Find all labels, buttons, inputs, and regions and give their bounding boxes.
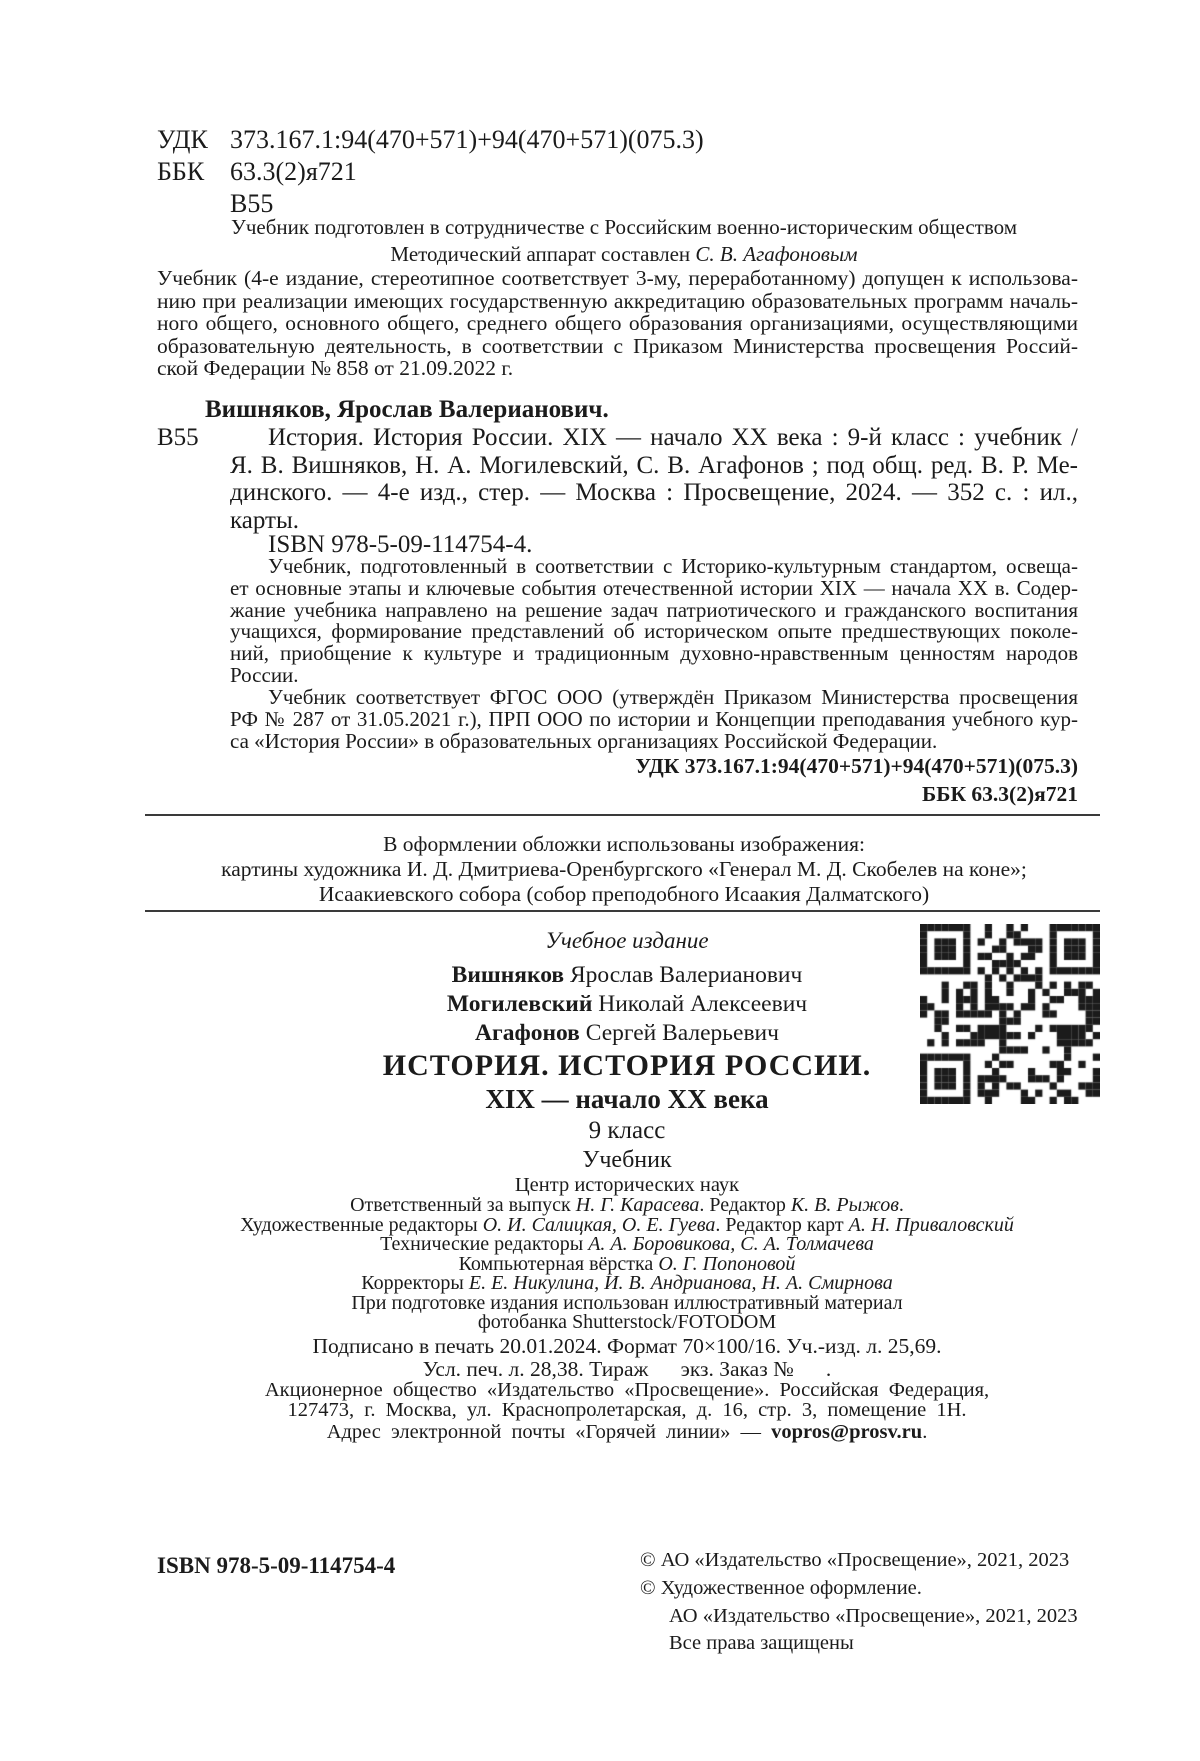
- text-line: В оформлении обложки использованы изображения:: [383, 832, 865, 856]
- credit-line: Компьютерная вёрстка О. Г. Попоновой: [458, 1252, 796, 1275]
- divider: [145, 814, 1100, 816]
- hotline-email-line: Адрес электронной почты «Горячей линии» — vopros@prosv.ru.: [326, 1420, 928, 1443]
- udk-line: [157, 124, 704, 156]
- edition-authors: [157, 961, 1097, 1048]
- text-line: РФ № 287 от 31.05.2021 г.), ПРП ООО по истории и Концепции преподавания учебного кур-: [230, 706, 1078, 731]
- illustration-note: [157, 1291, 1097, 1334]
- text-line: нию при реализации имеющих государственную аккредитацию образовательных программ началь-: [157, 288, 1078, 313]
- cover-images-note: [148, 832, 1100, 907]
- text-line: Усл. печ. л. 28,38. Тираж экз. Заказ № .: [422, 1356, 832, 1381]
- annotation-paragraph: [230, 556, 1078, 687]
- text-line: Подписано в печать 20.01.2024. Формат 70×100/16. Уч.-изд. л. 25,69.: [312, 1334, 942, 1359]
- credit-line: Художественные редакторы О. И. Салицкая, О. Е. Гуева. Редактор карт А. Н. Приваловский: [240, 1213, 1014, 1236]
- text-line: Я. В. Вишняков, Н. А. Могилевский, С. В. Агафонов ; под общ. ред. В. Р. Ме-: [230, 451, 1078, 479]
- edition-block: [157, 928, 1097, 1443]
- bbk-value: 63.3(2)я721: [230, 157, 357, 186]
- copyright-line: Все права защищены: [669, 1632, 854, 1655]
- isbn-footer: ISBN 978-5-09-114754-4: [157, 1553, 396, 1578]
- text-line: ет основные этапы и ключевые события отечественной истории XIX — начала XX в. Содер-: [230, 575, 1078, 600]
- book-title-line2: XIX — начало XX века: [485, 1084, 769, 1114]
- credit-line: Ответственный за выпуск Н. Г. Карасева. Редактор К. В. Рыжов.: [350, 1194, 904, 1216]
- copyright-line: АО «Издательство «Просвещение», 2021, 2023: [669, 1604, 1078, 1627]
- author-sign: В55: [230, 189, 274, 218]
- credit-line: Корректоры Е. Е. Никулина, И. В. Андрианова, Н. А. Смирнова: [361, 1272, 893, 1294]
- text-line: картины художника И. Д. Дмитриева-Оренбургского «Генерал М. Д. Скобелев на коне»;: [221, 857, 1027, 881]
- udk-value: 373.167.1:94(470+571)+94(470+571)(075.3): [230, 125, 704, 154]
- text-line: Исаакиевского собора (собор преподобного Исаакия Далматского): [318, 882, 930, 906]
- copyright-line: © АО «Издательство «Просвещение», 2021, 2023: [640, 1549, 1070, 1571]
- text-line: динского. — 4-е изд., стер. — Москва : Просвещение, 2024. — 352 с. : ил.,: [230, 479, 1078, 506]
- copyright-line: © Художественное оформление.: [640, 1576, 922, 1599]
- methodical-note: Методический аппарат составлен С. В. Агафоновым: [390, 242, 858, 266]
- isbn-catalog: ISBN 978-5-09-114754-4.: [268, 531, 533, 558]
- author-line: Вишняков Ярослав Валерианович: [451, 962, 803, 988]
- staff-credits: [157, 1196, 1097, 1294]
- text-line: ской Федерации № 858 от 21.09.2022 г.: [157, 356, 514, 381]
- book-kind: Учебник: [582, 1147, 672, 1173]
- text-line: Учебник (4-е издание, стереотипное соответствует 3-му, переработанному) допущен к использова-: [157, 266, 1078, 290]
- publisher-address: [157, 1380, 1097, 1420]
- udk-bold-line: УДК 373.167.1:94(470+571)+94(470+571)(075.3): [635, 754, 1078, 778]
- text-line: Акционерное общество «Издательство «Просвещение». Российская Федерация,: [264, 1379, 990, 1402]
- bibliographic-codes-bold: [157, 752, 1078, 808]
- text-line: ного общего, основного общего, среднего общего образования организациями, осуществляющими: [157, 311, 1078, 336]
- text-line: ний, приобщение к культуре и традиционным духовно-нравственным ценностям народов: [230, 641, 1078, 666]
- text-line: карты.: [230, 506, 300, 534]
- credit-line: Технические редакторы А. А. Боровикова, С. А. Толмачева: [380, 1233, 874, 1255]
- catalog-author-header: Вишняков, Ярослав Валерианович.: [205, 396, 609, 423]
- bbk-label: ББК: [157, 157, 205, 186]
- copyright-block: [640, 1547, 1078, 1658]
- bbk-bold-line: ББК 63.3(2)я721: [922, 782, 1078, 806]
- text-line: [157, 424, 1078, 452]
- divider: [145, 910, 1100, 912]
- print-info: [157, 1335, 1097, 1380]
- author-line: Агафонов Сергей Валерьевич: [475, 1020, 779, 1046]
- grade-label: 9 класс: [588, 1117, 666, 1144]
- text-line: При подготовке издания использован иллюстративный материал: [351, 1291, 903, 1314]
- author-line: Могилевский Николай Алексеевич: [446, 991, 808, 1017]
- text-line: учащихся, формирование представлений об историческом опыте предшествующих поколе-: [230, 619, 1078, 644]
- text-line: Учебник соответствует ФГОС ООО (утверждён Приказом Министерства просвещения: [268, 685, 1078, 709]
- text-line: Учебник, подготовленный в соответствии с Историко-культурным стандартом, освеща-: [268, 554, 1078, 578]
- text-line: России.: [230, 662, 299, 687]
- catalog-title-line: История. История России. XIX — начало XX века : 9-й класс : учебник /: [268, 424, 1078, 451]
- text-line: 127473, г. Москва, ул. Краснопролетарская, д. 16, стр. 3, помещение 1Н.: [287, 1399, 967, 1422]
- admission-paragraph: [157, 267, 1078, 380]
- text-line: жание учебника направлено на решение задач патриотического и гражданского воспитания: [230, 597, 1078, 622]
- text-line: фотобанка Shutterstock/FOTODOM: [477, 1311, 777, 1334]
- edition-type: Учебное издание: [545, 928, 709, 953]
- bbk-line: [157, 156, 704, 188]
- udk-label: УДК: [157, 125, 208, 154]
- catalog-entry: [157, 424, 1078, 534]
- bibliographic-codes: [157, 124, 704, 220]
- book-title-line1: ИСТОРИЯ. ИСТОРИЯ РОССИИ.: [382, 1049, 872, 1082]
- publishing-center: Центр исторических наук: [514, 1174, 740, 1196]
- text-line: са «История России» в образовательных организациях Российской Федерации.: [230, 728, 938, 753]
- fgos-paragraph: [230, 687, 1078, 752]
- catalog-sign: В55: [157, 424, 199, 451]
- text-line: образовательную деятельность, в соответствии с Приказом Министерства просвещения Россий-: [157, 333, 1078, 358]
- cooperation-note: Учебник подготовлен в сотрудничестве с Российским военно-историческим обществом: [230, 215, 1018, 239]
